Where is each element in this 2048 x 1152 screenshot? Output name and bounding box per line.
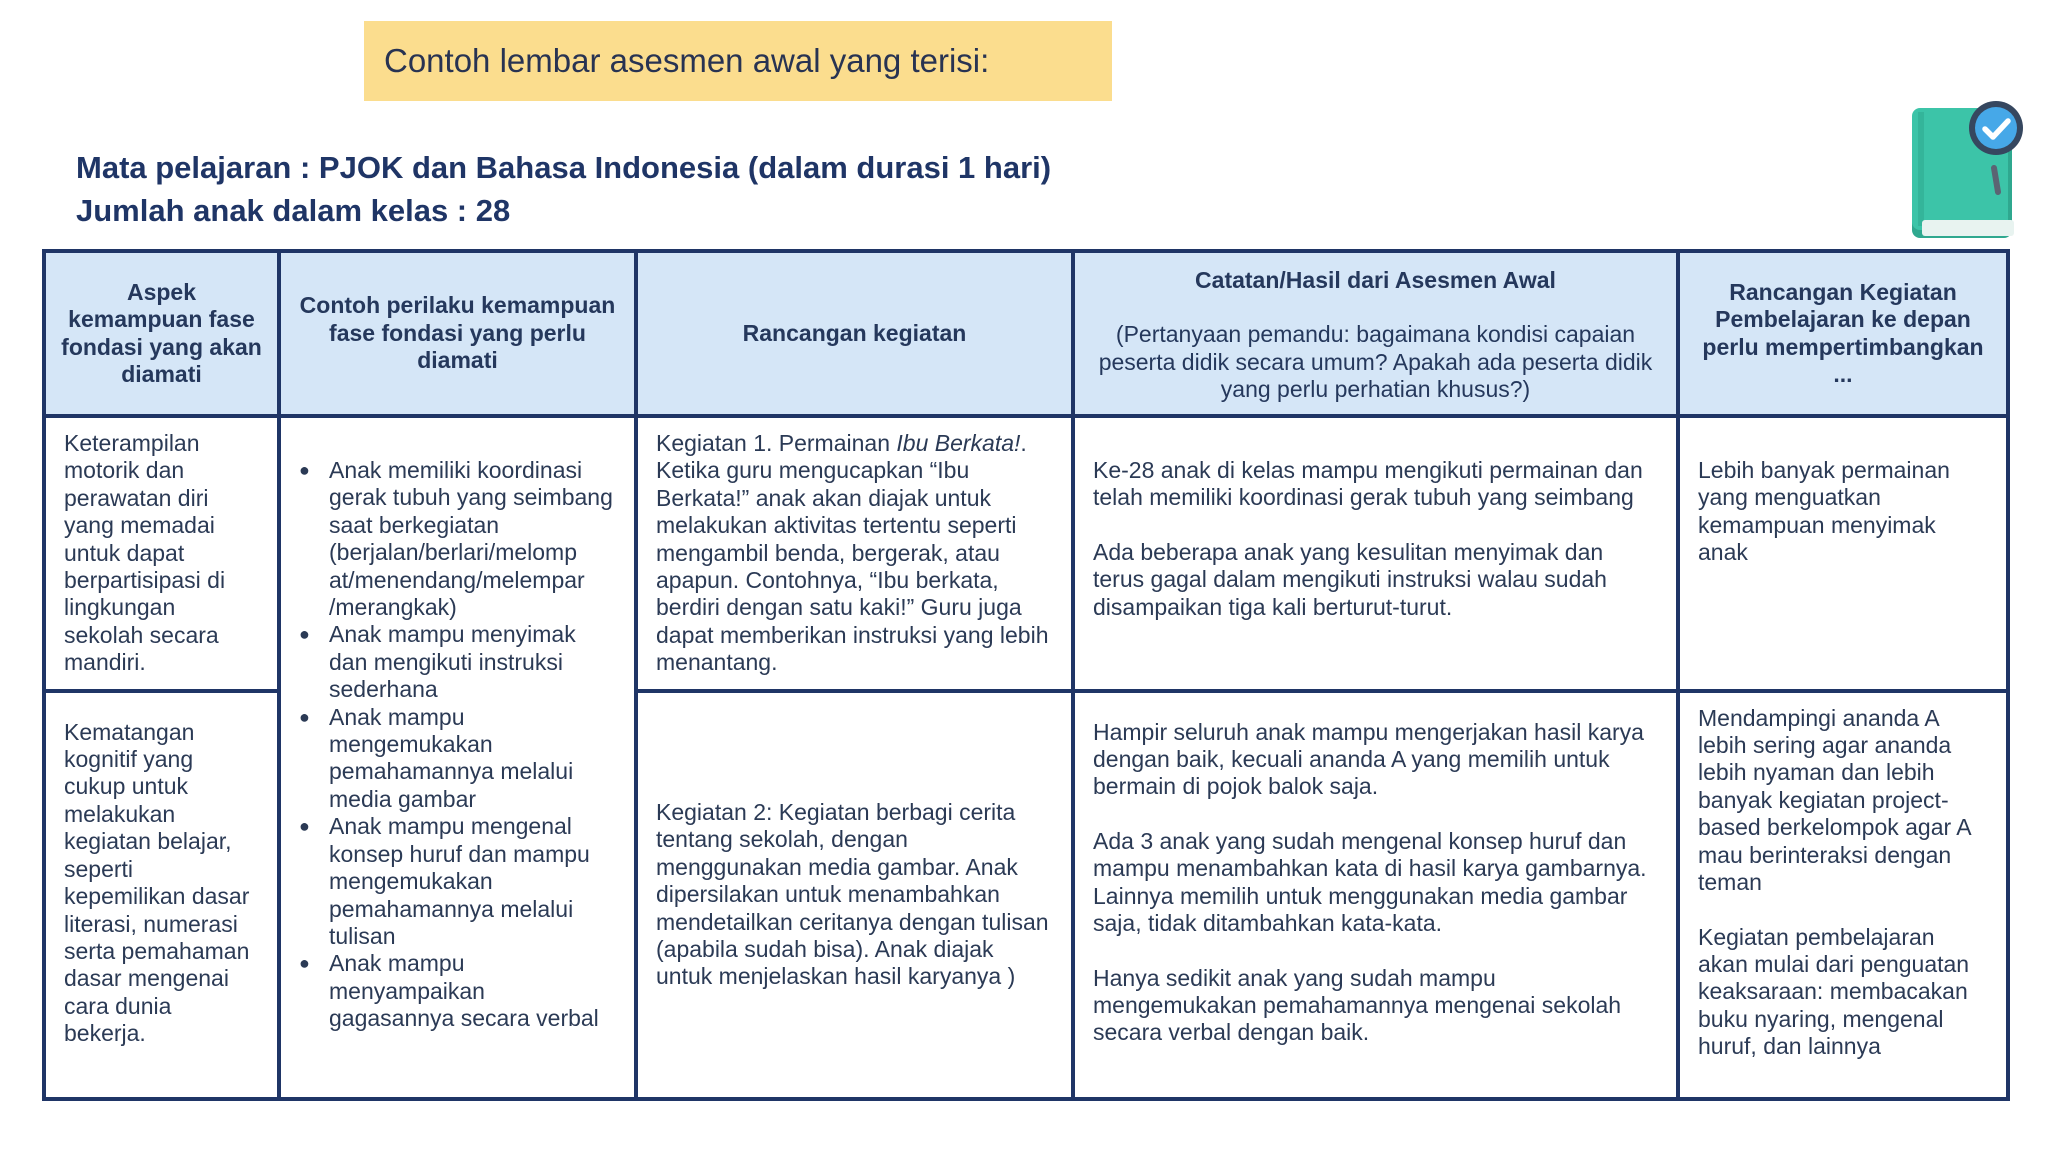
row1-plan: Kegiatan 1. Permainan Ibu Berkata!. Ketika guru mengucapkan “Ibu Berkata!” anak akan diajak untuk melakukan aktivitas tertentu seperti mengambil benda, bergerak, atau apapun. Contohnya, “Ibu berkata, berdiri dengan satu kaki!” Guru juga dapat memberikan instruksi yang lebih menantang.: [636, 416, 1073, 691]
row1-aspect: Keterampilan motorik dan perawatan diri yang memadai untuk dapat berpartisipasi di lingkungan sekolah secara mandiri.: [44, 416, 279, 691]
row2-notes: [1073, 691, 1678, 1099]
row2-plan: Kegiatan 2: Kegiatan berbagi cerita tentang sekolah, dengan menggunakan media gambar. Anak dipersilakan untuk menambahkan mendetailkan ceritanya dengan tulisan (apabila sudah bisa). Anak diajak untuk menjelaskan hasil karyanya ): [636, 691, 1073, 1099]
subject-heading: Mata pelajaran : PJOK dan Bahasa Indonesia (dalam durasi 1 hari): [76, 150, 1052, 185]
book-checkmark-icon: [1908, 98, 2032, 244]
assessment-table: [42, 249, 2010, 1101]
list-item: ● Anak mampu menyampaikan gagasannya secara verbal: [329, 950, 616, 1032]
behavior-list: [299, 457, 616, 1033]
header-aspect: Aspek kemampuan fase fondasi yang akan diamati: [44, 251, 279, 416]
note-paragraph: Hanya sedikit anak yang sudah mampu mengemukakan pemahamannya mengenai sekolah secara verbal dengan baik.: [1093, 964, 1622, 1046]
list-item: ● Anak memiliki koordinasi gerak tubuh yang seimbang saat berkegiatan (berjalan/berlari/melomp at/menendang/melempar /merangkak): [329, 457, 616, 621]
table-row: [44, 416, 2008, 691]
table-header-row: [44, 251, 2008, 416]
title-banner: Contoh lembar asesmen awal yang terisi:: [364, 21, 1112, 101]
note-paragraph: Hampir seluruh anak mampu mengerjakan hasil karya dengan baik, kecuali ananda A yang memilih untuk bermain di pojok balok saja.: [1093, 718, 1644, 800]
next-paragraph: Lebih banyak permainan yang menguatkan kemampuan menyimak anak: [1698, 457, 1950, 566]
note-paragraph: Ke-28 anak di kelas mampu mengikuti permainan dan telah memiliki koordinasi gerak tubuh yang seimbang: [1093, 457, 1643, 511]
list-item: ● Anak mampu menyimak dan mengikuti instruksi sederhana: [329, 621, 616, 703]
header-notes: [1073, 251, 1678, 416]
header-notes-hint: (Pertanyaan pemandu: bagaimana kondisi capaian peserta didik secara umum? Apakah ada peserta didik yang perlu perhatian khusus?): [1098, 321, 1653, 403]
header-behavior: Contoh perilaku kemampuan fase fondasi yang perlu diamati: [279, 251, 636, 416]
row2-aspect: Kematangan kognitif yang cukup untuk melakukan kegiatan belajar, seperti kepemilikan dasar literasi, numerasi serta pemahaman dasar mengenai cara dunia bekerja.: [44, 691, 279, 1099]
behavior-list-cell: [279, 416, 636, 1099]
header-plan: Rancangan kegiatan: [636, 251, 1073, 416]
list-item: ● Anak mampu mengemukakan pemahamannya melalui media gambar: [329, 704, 616, 814]
header-notes-title: Catatan/Hasil dari Asesmen Awal: [1195, 267, 1556, 293]
list-item: ● Anak mampu mengenal konsep huruf dan mampu mengemukakan pemahamannya melalui tulisan: [329, 813, 616, 950]
row1-notes: [1073, 416, 1678, 691]
class-size-heading: Jumlah anak dalam kelas : 28: [76, 193, 511, 228]
game-name: Ibu Berkata!: [896, 430, 1021, 456]
note-paragraph: Ada 3 anak yang sudah mengenal konsep huruf dan mampu menambahkan kata di hasil karya gambarnya. Lainnya memilih untuk menggunakan media gambar saja, tidak ditambahkan kata-kata.: [1093, 827, 1647, 937]
row1-next: [1678, 416, 2008, 691]
header-next: Rancangan Kegiatan Pembelajaran ke depan perlu mempertimbangkan ...: [1678, 251, 2008, 416]
next-paragraph: Kegiatan pembelajaran akan mulai dari penguatan keaksaraan: membacakan buku nyaring, mengenal huruf, dan lainnya: [1698, 923, 1970, 1060]
next-paragraph: Mendampingi ananda A lebih sering agar ananda lebih nyaman dan lebih banyak kegiatan project-based berkelompok agar A mau berinteraksi dengan teman: [1698, 704, 1971, 896]
note-paragraph: Ada beberapa anak yang kesulitan menyimak dan terus gagal dalam mengikuti instruksi walau sudah disampaikan tiga kali berturut-turut.: [1093, 538, 1607, 620]
row2-next: [1678, 691, 2008, 1099]
